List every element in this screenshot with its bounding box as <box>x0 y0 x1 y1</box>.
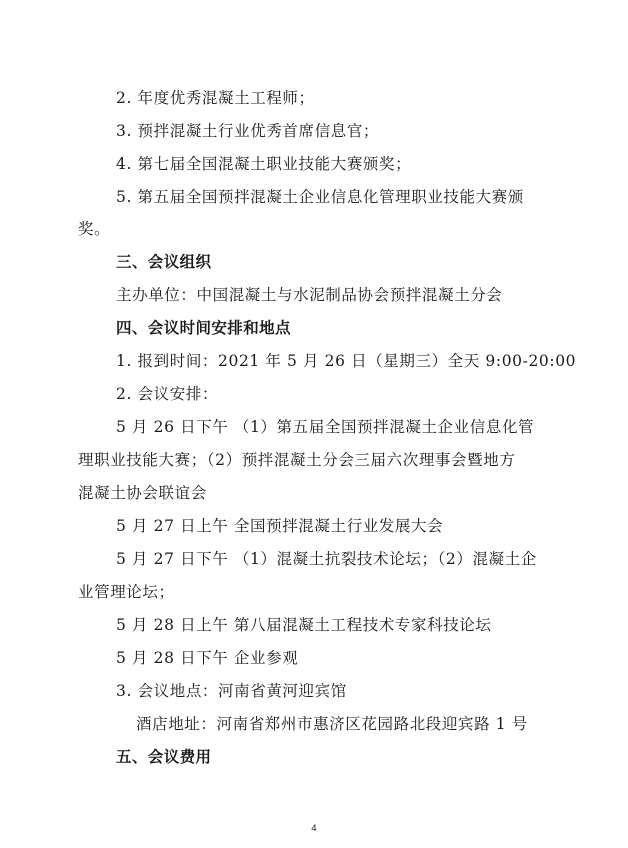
schedule-label: 2. 会议安排： <box>116 385 219 403</box>
schedule-may27-am: 5 月 27 日上午 全国预拌混凝土行业发展大会 <box>116 517 444 535</box>
checkin-time-line: 1. 报到时间：2021 年 5 月 26 日（星期三）全天 9:00-20:00 <box>116 352 577 370</box>
schedule-may26-pm-line-3: 混凝土协会联谊会 <box>78 484 207 502</box>
award-item-5-line-2: 奖。 <box>78 220 111 238</box>
award-item-5-line-1: 5. 第五届全国预拌混凝土企业信息化管理职业技能大赛颁 <box>116 188 524 206</box>
organizer-line: 主办单位：中国混凝土与水泥制品协会预拌混凝土分会 <box>116 286 503 304</box>
schedule-may26-pm-line-1: 5 月 26 日下午 （1）第五届全国预拌混凝土企业信息化管 <box>116 418 535 436</box>
hotel-address-line: 酒店地址：河南省郑州市惠济区花园路北段迎宾路 1 号 <box>136 715 528 733</box>
schedule-may26-pm-line-2: 理职业技能大赛；（2）预拌混凝土分会三届六次理事会暨地方 <box>78 451 516 469</box>
section-5-heading: 五、会议费用 <box>116 748 212 766</box>
award-item-4: 4. 第七届全国混凝土职业技能大赛颁奖； <box>116 155 412 173</box>
venue-line: 3. 会议地点：河南省黄河迎宾馆 <box>116 682 347 700</box>
page-number: 4 <box>311 824 317 834</box>
schedule-may27-pm-line-1: 5 月 27 日下午 （1）混凝土抗裂技术论坛；（2）混凝土企 <box>116 550 537 568</box>
schedule-may27-pm-line-2: 业管理论坛； <box>78 583 175 601</box>
award-item-2: 2. 年度优秀混凝土工程师； <box>116 89 315 107</box>
section-3-heading: 三、会议组织 <box>116 253 212 271</box>
section-4-heading: 四、会议时间安排和地点 <box>116 319 291 337</box>
schedule-may28-am: 5 月 28 日上午 第八届混凝土工程技术专家科技论坛 <box>116 616 492 634</box>
schedule-may28-pm: 5 月 28 日下午 企业参观 <box>116 649 299 667</box>
award-item-3: 3. 预拌混凝土行业优秀首席信息官； <box>116 122 380 140</box>
